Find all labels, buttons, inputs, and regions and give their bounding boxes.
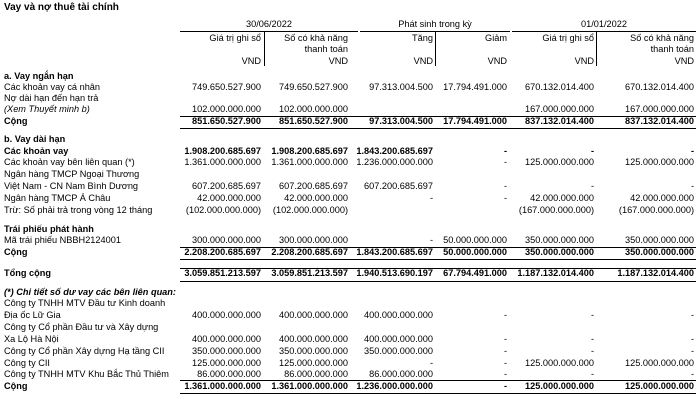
row-value: 350.000.000.000	[525, 247, 594, 257]
row-value: 350.000.000.000	[279, 346, 348, 356]
row-value: 837.132.014.400	[625, 116, 694, 126]
row-value: 1.361.000.000.000	[184, 381, 261, 391]
row-value: 97.313.004.500	[369, 82, 433, 92]
col-header-repayable-4: thanh toán	[650, 44, 694, 54]
row-value: -	[690, 310, 694, 320]
row-value: 1.908.200.685.697	[271, 146, 348, 156]
row-label: Trừ: Số phải trả trong vòng 12 tháng	[4, 205, 153, 215]
row-value: -	[503, 146, 507, 156]
row-value: 67.794.491.000	[443, 268, 507, 278]
row-label: Cộng	[4, 381, 28, 391]
row-value: 125.000.000.000	[279, 358, 348, 368]
row-value: 1.361.000.000.000	[184, 157, 261, 167]
row-value: -	[429, 358, 433, 368]
row-label: Tổng cộng	[4, 268, 51, 278]
unit-label: VND	[487, 56, 507, 66]
row-value: -	[503, 381, 507, 391]
total-rule	[180, 393, 696, 394]
col-header-decrease: Giảm	[485, 33, 507, 43]
row-value: 1.236.000.000.000	[356, 157, 433, 167]
row-value: 1.236.000.000.000	[356, 381, 433, 391]
row-value: -	[590, 310, 594, 320]
row-label: b. Vay dài hạn	[4, 134, 66, 144]
row-value: -	[690, 181, 694, 191]
row-label: Cộng	[4, 247, 28, 257]
row-label: Công ty CII	[4, 358, 50, 368]
row-value: 2.208.200.685.697	[271, 247, 348, 257]
row-value: 1.361.000.000.000	[271, 381, 348, 391]
row-label: Công ty TNHH MTV Khu Bắc Thủ Thiêm	[4, 369, 169, 379]
row-value: -	[429, 193, 433, 203]
row-value: (102.000.000.000)	[272, 205, 348, 215]
row-value: 350.000.000.000	[625, 247, 694, 257]
row-value: -	[690, 334, 694, 344]
header-col-separator	[264, 32, 265, 66]
row-value: 125.000.000.000	[625, 381, 694, 391]
subtotal-rule	[180, 259, 696, 260]
header-period-end: 30/06/2022	[246, 19, 292, 29]
row-value: (102.000.000.000)	[185, 205, 261, 215]
row-value: -	[503, 334, 507, 344]
row-label: Công ty Cổ phần Đầu tư và Xây dựng	[4, 322, 159, 332]
row-value: 851.650.527.900	[192, 116, 261, 126]
row-value: 42.000.000.000	[197, 193, 261, 203]
row-label: (*) Chi tiết số dư vay các bên liên quan:	[4, 287, 176, 297]
row-value: -	[590, 146, 594, 156]
row-value: 1.187.132.014.400	[617, 268, 694, 278]
row-value: -	[503, 346, 507, 356]
row-value: 125.000.000.000	[525, 358, 594, 368]
row-label: Các khoản vay cá nhân	[4, 82, 101, 92]
row-value: 86.000.000.000	[284, 369, 348, 379]
row-value: 17.794.491.000	[443, 82, 507, 92]
row-value: 3.059.851.213.597	[184, 268, 261, 278]
row-value: -	[690, 346, 694, 356]
row-value: 400.000.000.000	[192, 334, 261, 344]
header-movement: Phát sinh trong kỳ	[398, 19, 472, 29]
row-value: 607.200.685.697	[279, 181, 348, 191]
row-value: 350.000.000.000	[192, 346, 261, 356]
unit-label: VND	[674, 56, 694, 66]
row-value: -	[690, 369, 694, 379]
row-label: Công ty TNHH MTV Đầu tư Kinh doanh	[4, 298, 166, 308]
row-value: 1.843.200.685.697	[356, 247, 433, 257]
col-header-increase: Tăng	[412, 33, 433, 43]
header-col-separator	[596, 32, 597, 66]
row-value: -	[590, 369, 594, 379]
row-value: 1.908.200.685.697	[184, 146, 261, 156]
row-value: 400.000.000.000	[364, 334, 433, 344]
row-value: 670.132.014.400	[625, 82, 694, 92]
subtotal-rule	[180, 247, 696, 248]
total-rule	[180, 268, 696, 269]
row-value: (167.000.000.000)	[618, 205, 694, 215]
row-value: 50.000.000.000	[443, 247, 507, 257]
row-label: a. Vay ngắn hạn	[4, 71, 74, 81]
col-header-repayable-2: thanh toán	[304, 44, 348, 54]
unit-label: VND	[413, 56, 433, 66]
row-label: Trái phiếu phát hành	[4, 224, 94, 234]
row-value: 1.940.513.690.197	[356, 268, 433, 278]
row-value: 350.000.000.000	[525, 235, 594, 245]
row-value: -	[590, 181, 594, 191]
row-value: 3.059.851.213.597	[271, 268, 348, 278]
row-label: Cộng	[4, 116, 28, 126]
row-value: 102.000.000.000	[279, 104, 348, 114]
row-value: 42.000.000.000	[630, 193, 694, 203]
header-period-start: 01/01/2022	[581, 19, 627, 29]
row-value: 300.000.000.000	[192, 235, 261, 245]
row-value: 350.000.000.000	[625, 235, 694, 245]
unit-label: VND	[241, 56, 261, 66]
row-value: 749.650.527.900	[279, 82, 348, 92]
row-value: 125.000.000.000	[192, 358, 261, 368]
row-value: -	[503, 369, 507, 379]
row-value: -	[503, 181, 507, 191]
subtotal-rule	[180, 116, 696, 117]
header-col-separator	[435, 32, 436, 66]
row-value: -	[590, 346, 594, 356]
row-value: 400.000.000.000	[192, 310, 261, 320]
row-value: 837.132.014.400	[525, 116, 594, 126]
row-value: 17.794.491.000	[443, 116, 507, 126]
unit-label: VND	[328, 56, 348, 66]
row-value: 125.000.000.000	[625, 157, 694, 167]
row-label: Địa ốc Lữ Gia	[4, 310, 61, 320]
row-label: (Xem Thuyết minh b)	[4, 104, 90, 114]
row-value: 97.313.004.500	[369, 116, 433, 126]
row-value: 167.000.000.000	[625, 104, 694, 114]
row-label: Nợ dài hạn đến hạn trả	[4, 93, 99, 103]
row-value: 42.000.000.000	[284, 193, 348, 203]
row-value: (167.000.000.000)	[518, 205, 594, 215]
col-header-repayable: Số có khả năng	[284, 33, 348, 43]
row-value: 607.200.685.697	[192, 181, 261, 191]
header-rule	[180, 31, 358, 32]
row-value: 607.200.685.697	[364, 181, 433, 191]
subtotal-rule	[180, 128, 696, 129]
row-value: 102.000.000.000	[192, 104, 261, 114]
row-value: 50.000.000.000	[443, 235, 507, 245]
row-value: 1.843.200.685.697	[356, 146, 433, 156]
row-label: Xa Lộ Hà Nội	[4, 334, 59, 344]
row-value: -	[503, 193, 507, 203]
subtotal-rule	[180, 380, 696, 381]
row-label: Công ty Cổ phần Xây dựng Hạ tầng CII	[4, 346, 165, 356]
row-value: 851.650.527.900	[279, 116, 348, 126]
row-value: 2.208.200.685.697	[184, 247, 261, 257]
unit-label: VND	[574, 56, 594, 66]
row-label: Các khoản vay	[4, 146, 69, 156]
header-rule	[512, 31, 696, 32]
row-value: 42.000.000.000	[530, 193, 594, 203]
row-value: 670.132.014.400	[525, 82, 594, 92]
row-value: 1.361.000.000.000	[271, 157, 348, 167]
row-value: 749.650.527.900	[192, 82, 261, 92]
row-label: Ngân hàng TMCP Ngoại Thương	[4, 169, 140, 179]
row-value: 1.187.132.014.400	[517, 268, 594, 278]
row-value: 86.000.000.000	[369, 369, 433, 379]
row-label: Việt Nam - CN Nam Bình Dương	[4, 181, 139, 191]
row-value: 86.000.000.000	[197, 369, 261, 379]
row-value: -	[503, 358, 507, 368]
row-value: 350.000.000.000	[364, 346, 433, 356]
row-value: 400.000.000.000	[279, 310, 348, 320]
row-value: -	[503, 157, 507, 167]
section-title: Vay và nợ thuê tài chính	[4, 2, 119, 13]
row-value: 400.000.000.000	[279, 334, 348, 344]
row-value: 125.000.000.000	[625, 358, 694, 368]
row-value: 300.000.000.000	[279, 235, 348, 245]
row-label: Mã trái phiếu NBBH2124001	[4, 235, 121, 245]
row-label: Các khoản vay bên liên quan (*)	[4, 157, 135, 167]
col-header-book-value: Giá trị ghi sổ	[209, 33, 261, 43]
row-value: 400.000.000.000	[364, 310, 433, 320]
col-header-book-value-2: Giá trị ghi sổ	[542, 33, 594, 43]
row-value: 125.000.000.000	[525, 157, 594, 167]
row-value: -	[429, 235, 433, 245]
row-value: -	[590, 334, 594, 344]
row-value: -	[503, 310, 507, 320]
row-value: 167.000.000.000	[525, 104, 594, 114]
row-value: 125.000.000.000	[525, 381, 594, 391]
row-label: Ngân hàng TMCP Á Châu	[4, 193, 111, 203]
col-header-repayable-3: Số có khả năng	[630, 33, 694, 43]
total-rule	[180, 281, 696, 282]
row-value: -	[690, 146, 694, 156]
